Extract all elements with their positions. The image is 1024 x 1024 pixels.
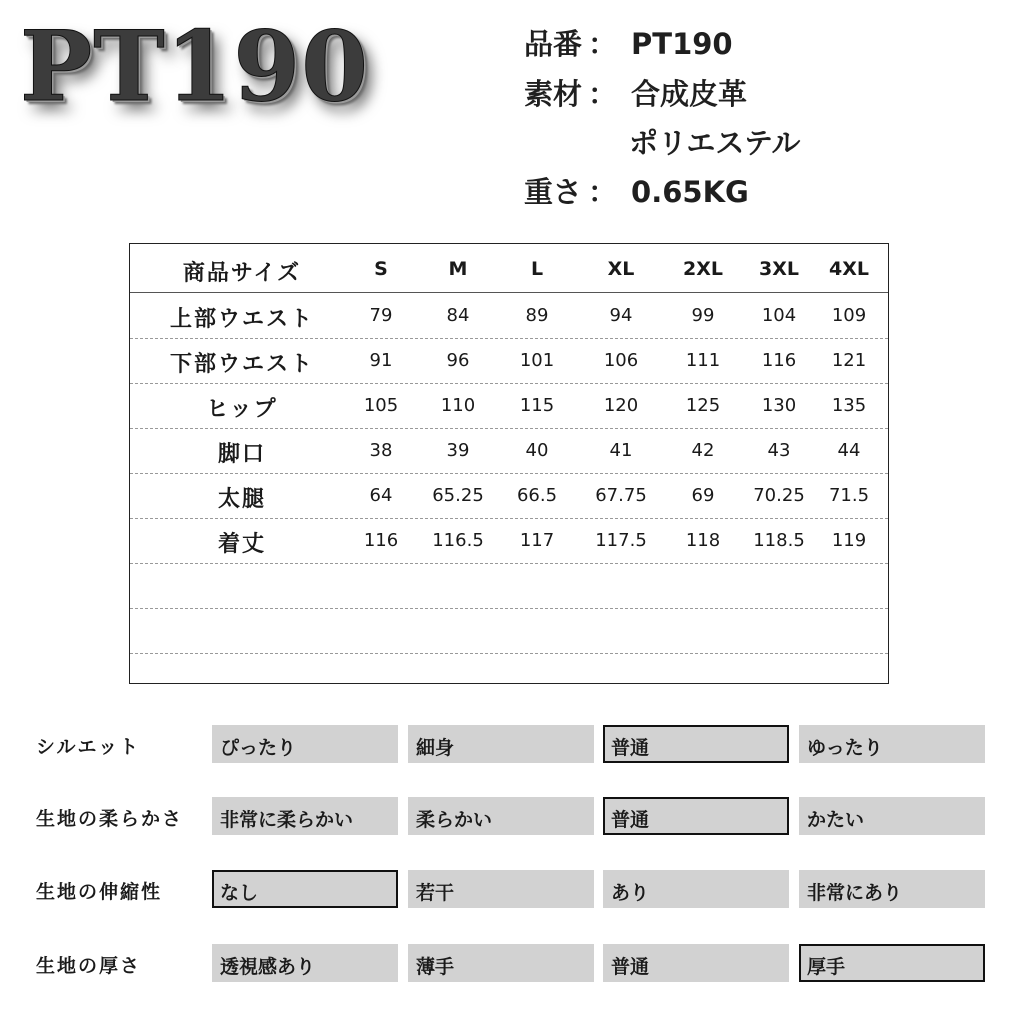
spec-weight-value: 0.65KG (631, 175, 749, 209)
size-table-row (130, 518, 888, 564)
attribute-option: ぴったり (212, 725, 398, 763)
spec-separator: ： (588, 27, 618, 61)
size-table-row (130, 338, 888, 384)
size-cell: 79 (369, 305, 393, 326)
size-cell: 40 (525, 440, 549, 461)
attribute-option: かたい (799, 797, 985, 835)
attribute-option: 非常にあり (799, 870, 985, 908)
size-cell: 109 (831, 305, 867, 326)
size-cell: 101 (519, 350, 555, 371)
size-cell: 65.25 (432, 485, 484, 506)
size-cell: 116.5 (432, 530, 484, 551)
size-table-row (130, 383, 888, 429)
size-cell: 66.5 (516, 485, 558, 506)
size-cell: 135 (831, 395, 867, 416)
size-column-header: XL (607, 258, 635, 280)
spec-material-value-2: ポリエステル (629, 126, 801, 160)
attribute-option: ゆったり (799, 725, 985, 763)
attribute-option-selected: なし (212, 870, 398, 908)
size-table-empty-row (130, 609, 888, 654)
size-row-label: 脚口 (217, 442, 266, 467)
size-cell: 111 (685, 350, 721, 371)
attribute-option: 透視感あり (212, 944, 398, 982)
size-table-row (130, 428, 888, 474)
spec-weight-label: 重さ (524, 175, 583, 209)
spec-separator: ： (588, 175, 618, 209)
spec-code-line (524, 22, 733, 63)
attribute-option: 非常に柔らかい (212, 797, 398, 835)
size-cell: 110 (440, 395, 476, 416)
size-cell: 91 (369, 350, 393, 371)
spec-material-label: 素材 (524, 77, 583, 111)
size-cell: 106 (603, 350, 639, 371)
attribute-option: あり (603, 870, 789, 908)
size-cell: 116 (761, 350, 797, 371)
size-cell: 39 (446, 440, 470, 461)
attribute-label: 生地の伸縮性 (36, 881, 163, 903)
size-table-header-label: 商品サイズ (182, 261, 302, 286)
size-cell: 41 (609, 440, 633, 461)
attribute-option: 細身 (408, 725, 594, 763)
size-column-header: 4XL (829, 258, 869, 280)
size-table-row (130, 473, 888, 519)
size-cell: 64 (369, 485, 393, 506)
attribute-label: 生地の厚さ (36, 955, 142, 977)
attribute-label: 生地の柔らかさ (36, 808, 184, 830)
size-row-label: ヒップ (206, 397, 278, 422)
size-column-header: S (374, 258, 388, 280)
attribute-option-selected: 厚手 (799, 944, 985, 982)
size-cell: 116 (363, 530, 399, 551)
size-cell: 117.5 (595, 530, 647, 551)
size-row-label: 太腿 (217, 487, 266, 512)
size-column-header: 3XL (759, 258, 799, 280)
attribute-label: シルエット (36, 736, 141, 758)
spec-code-value: PT190 (631, 27, 733, 61)
size-cell: 130 (761, 395, 797, 416)
size-table-row (130, 293, 888, 339)
size-column-header: M (448, 258, 468, 280)
size-cell: 38 (369, 440, 393, 461)
spec-weight-line (524, 170, 749, 211)
product-logo (10, 2, 370, 132)
size-cell: 69 (691, 485, 715, 506)
attribute-option: 薄手 (408, 944, 594, 982)
spec-code-label: 品番 (524, 27, 583, 61)
size-cell: 96 (446, 350, 470, 371)
size-table-header (130, 244, 888, 293)
product-logo-text: PT190 (20, 10, 370, 123)
size-cell: 120 (603, 395, 639, 416)
size-cell: 118 (685, 530, 721, 551)
size-table (129, 243, 889, 684)
size-cell: 67.75 (595, 485, 647, 506)
size-row-label: 下部ウエスト (169, 352, 314, 377)
size-row-label: 上部ウエスト (169, 307, 314, 332)
size-cell: 105 (363, 395, 399, 416)
size-cell: 104 (761, 305, 797, 326)
attribute-option: 柔らかい (408, 797, 594, 835)
size-column-header: 2XL (683, 258, 723, 280)
size-cell: 44 (837, 440, 861, 461)
spec-separator: ： (588, 77, 618, 111)
size-cell: 89 (525, 305, 549, 326)
size-cell: 115 (519, 395, 555, 416)
attribute-option: 普通 (603, 944, 789, 982)
attribute-option-selected: 普通 (603, 725, 789, 763)
size-cell: 94 (609, 305, 633, 326)
size-cell: 119 (831, 530, 867, 551)
size-cell: 42 (691, 440, 715, 461)
size-cell: 121 (831, 350, 867, 371)
size-cell: 118.5 (753, 530, 805, 551)
size-cell: 43 (767, 440, 791, 461)
size-row-label: 着丈 (217, 532, 266, 557)
size-cell: 84 (446, 305, 470, 326)
size-cell: 99 (691, 305, 715, 326)
size-cell: 125 (685, 395, 721, 416)
spec-material-line (524, 72, 747, 113)
attribute-option-selected: 普通 (603, 797, 789, 835)
size-column-header: L (530, 258, 544, 280)
size-table-empty-row (130, 564, 888, 609)
attribute-option: 若干 (408, 870, 594, 908)
spec-material-value-1: 合成皮革 (631, 77, 748, 111)
size-cell: 70.25 (753, 485, 805, 506)
size-cell: 117 (519, 530, 555, 551)
size-cell: 71.5 (828, 485, 870, 506)
